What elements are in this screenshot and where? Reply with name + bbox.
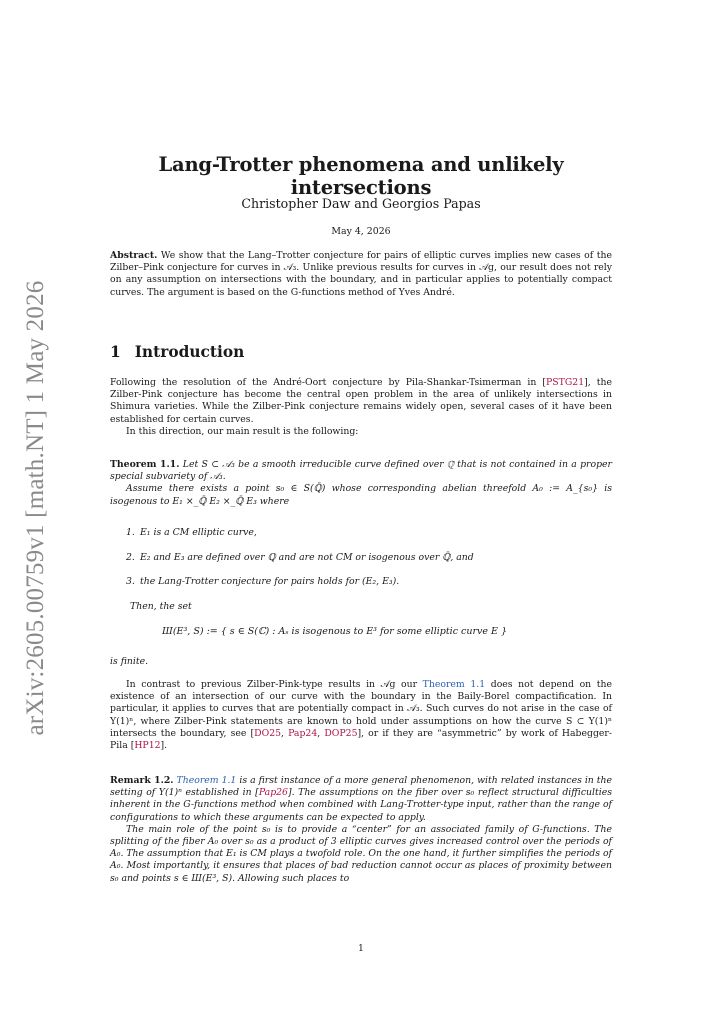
contrast-text-c: ], or if they are “asymmetric” by work of Habegger-Pila [ bbox=[110, 727, 612, 752]
contrast-paragraph: In contrast to previous Zilber-Pink-type results in 𝒜g our Theorem 1.1 does not depend on the existence of an intersection of our curve with the boundary in the Baily-Borel compactification. In particular, it applies to curves that are potentially compact in 𝒜₃. Such curves do not arise in the case of Y(1)ⁿ, where Zilber-Pink statements are known to hold under assumptions on how the curve S ⊂ Y(1)ⁿ intersects the boundary, see [DO25, Pap24, DOP25], or if they are “asymmetric” by work of Habegger-Pila [HP12]. bbox=[110, 679, 612, 752]
citation-link[interactable]: DO25 bbox=[254, 727, 282, 739]
condition-text: the Lang-Trotter conjecture for pairs holds for (E₂, E₃). bbox=[140, 576, 400, 588]
paper-authors: Christopher Daw and Georgios Papas bbox=[241, 196, 481, 211]
intro-paragraph-2: In this direction, our main result is the following: bbox=[126, 425, 359, 437]
section-number: 1 bbox=[110, 343, 121, 361]
intro-text-b: ], the Zilber-Pink conjecture has become the central open problem in the area of unlikely intersections in Shimura varieties. While the Zilber-Pink conjecture remains widely open, several cases of it have been established for certain curves. bbox=[110, 377, 612, 425]
remark-block bbox=[110, 775, 612, 885]
contrast-text-b: does not depend on the existence of an intersection of our curve with the boundary in the Baily-Borel compactification. In particular, it applies to curves that are potentially compact in 𝒜₃. Such curves do not arise in the case of Y(1)ⁿ, where Zilber-Pink statements are known to hold under assumptions on how the curve S ⊂ Y(1)ⁿ intersects the boundary, see [ bbox=[110, 679, 612, 739]
section-title: Introduction bbox=[134, 343, 245, 361]
condition-item bbox=[110, 576, 612, 588]
remark-label: Remark 1.2. bbox=[110, 775, 174, 786]
finite-text: is finite. bbox=[110, 656, 149, 667]
condition-number: 1. bbox=[126, 527, 135, 538]
condition-number: 2. bbox=[126, 551, 135, 563]
condition-item bbox=[110, 527, 612, 539]
theorem-block bbox=[110, 459, 612, 508]
paper-title: Lang-Trotter phenomena and unlikely intersections bbox=[158, 153, 564, 199]
display-formula: Ш(E³, S) := { s ∈ S(ℂ) : Aₛ is isogenous to E³ for some elliptic curve E } bbox=[162, 626, 508, 637]
intro-text-a: Following the resolution of the André-Oort conjecture by Pila-Shankar-Tsimerman in [ bbox=[110, 377, 547, 388]
arxiv-identifier: arXiv:2605.00759v1 [math.NT] 1 May 2026 bbox=[22, 280, 49, 735]
citation-link[interactable]: Pap24 bbox=[288, 727, 318, 739]
citation-link[interactable]: Pap26 bbox=[258, 787, 288, 799]
abstract-label: Abstract. bbox=[110, 250, 158, 261]
remark-paragraph-2: The main role of the point s₀ is to provide a “center” for an associated family of G-functions. The splitting of the fiber A₀ over s₀ as a product of 3 elliptic curves gives increased control over the periods of A₀. The assumption that E₁ is CM plays a twofold role. On the one hand, it further simplifies the periods of A₀. Most importantly, it ensures that places of bad reduction cannot occur as places of proximity between s₀ and points s ∈ Ш(E³, S). Allowing such places to bbox=[110, 823, 612, 884]
then-text: Then, the set bbox=[130, 601, 192, 612]
intro-paragraphs bbox=[110, 377, 612, 438]
remark-text-a: is a first instance of a more general phenomenon, with related instances in the setting of Y(1)ⁿ established in [ bbox=[110, 775, 612, 799]
abstract-text: We show that the Lang–Trotter conjecture for pairs of elliptic curves implies new cases of the Zilber–Pink conjecture for curves in 𝒜₃. Unlike previous results for curves in 𝒜g, our result does not rely on any assumption on intersections with the boundary, and in particular applies to potentially compact curves. The argument is based on the G-functions method of Yves André. bbox=[110, 250, 612, 298]
theorem-assumption: Assume there exists a point s₀ ∈ S(ℚ̄) whose corresponding abelian threefold A₀ := A_{s₀} is isogenous to E₁ ×_ℚ̄ E₂ ×_ℚ̄ E₃ where bbox=[110, 483, 612, 507]
contrast-text-d: ]. bbox=[160, 740, 168, 752]
remark-text-b: ]. The assumptions on the fiber over s₀ reflect structural difficulties inherent in the G-functions method when combined with Lang-Trotter-type input, rather than the range of configurations to which these arguments can be expected to apply. bbox=[110, 787, 612, 823]
citation-link[interactable]: HP12 bbox=[134, 740, 161, 752]
page-number: 1 bbox=[358, 943, 364, 954]
condition-text: E₂ and E₃ are defined over ℚ and are not CM or isogenous over ℚ̄, and bbox=[140, 551, 474, 563]
theorem-statement: Let S ⊂ 𝒜₃ be a smooth irreducible curve defined over ℚ̄ that is not contained in a proper special subvariety of 𝒜₃. bbox=[110, 459, 612, 483]
section-heading bbox=[110, 343, 244, 361]
citation-link[interactable]: PSTG21 bbox=[546, 377, 585, 388]
abstract bbox=[110, 250, 612, 299]
condition-text: E₁ is a CM elliptic curve, bbox=[140, 527, 257, 538]
condition-number: 3. bbox=[126, 576, 135, 588]
paper-date: May 4, 2026 bbox=[331, 226, 391, 237]
theorem-label: Theorem 1.1. bbox=[110, 459, 180, 470]
arxiv-sidebar-stamp bbox=[18, 280, 54, 735]
theorem-reference-link[interactable]: Theorem 1.1 bbox=[422, 679, 486, 690]
condition-item bbox=[110, 552, 612, 564]
theorem-reference-link[interactable]: Theorem 1.1 bbox=[176, 775, 237, 786]
intro-paragraph-1 bbox=[110, 377, 612, 426]
contrast-text-a: In contrast to previous Zilber-Pink-type results in 𝒜g our bbox=[126, 679, 423, 690]
citation-link[interactable]: DOP25 bbox=[324, 727, 358, 739]
condition-list bbox=[110, 527, 612, 601]
